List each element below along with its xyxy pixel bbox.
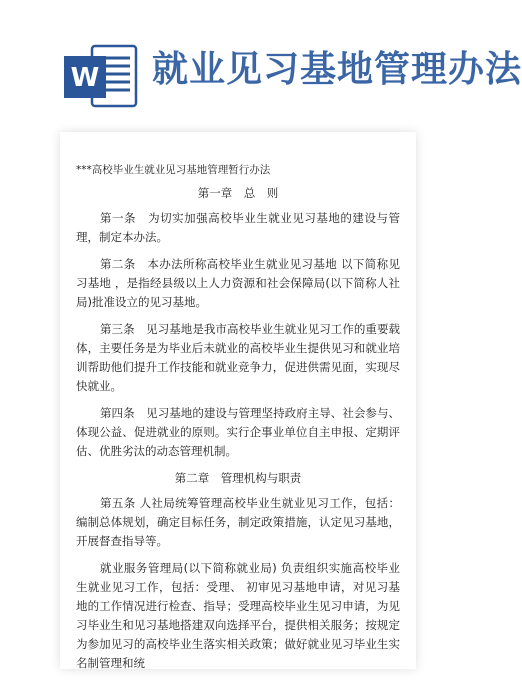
document-title: ***高校毕业生就业见习基地管理暂行办法 — [76, 164, 271, 176]
word-icon-letter: W — [70, 63, 100, 93]
word-doc-icon — [62, 42, 140, 110]
article-3: 第三条 见习基地是我市高校毕业生就业见习工作的重要载体，主要任务是为毕业后未就业的高校毕业生提供见习和就业培训帮助他们提升工作技能和就业竞争力，促进供需见面，实现尽快就业。 — [76, 322, 400, 393]
article-5-paragraph-2: 就业服务管理局(以下简称就业局) 负责组织实施高校毕业生就业见习工作，包括：受理、 初审见习基地申请，对见习基地的工作情况进行检查、指导；受理高校毕业生见习申请，为见习毕业生和见习基地搭建双向选择平台，提供相关服务；按规定为参加见习的高校毕业生落实相关政策；做好就业见习毕业生实名制管理和统 — [76, 561, 400, 670]
document-page — [60, 132, 416, 669]
article-2: 第二条 本办法所称高校毕业生就业见习基地 以下简称见习基地 ，是指经县级以上人力资源和社会保障局(以下简称人社局)批准设立的见习基地。 — [76, 257, 400, 309]
chapter-heading-2: 第二章 管理机构与职责 — [174, 471, 302, 485]
article-5: 第五条 人社局统筹管理高校毕业生就业见习工作，包括：编制总体规划，确定目标任务，制定政策措施，认定见习基地，开展督查指导等。 — [76, 496, 400, 548]
document-body — [76, 162, 400, 681]
banner-title: 就业见习基地管理办法 — [152, 49, 522, 90]
chapter-heading-1: 第一章 总 则 — [197, 186, 279, 200]
article-1: 第一条 为切实加强高校毕业生就业见习基地的建设与管理，制定本办法。 — [76, 211, 400, 244]
article-4: 第四条 见习基地的建设与管理坚持政府主导、社会参与、体现公益、促进就业的原则。实行企事业单位自主申报、定期评估、优胜劣汰的动态管理机制。 — [76, 406, 400, 458]
banner — [0, 0, 522, 128]
